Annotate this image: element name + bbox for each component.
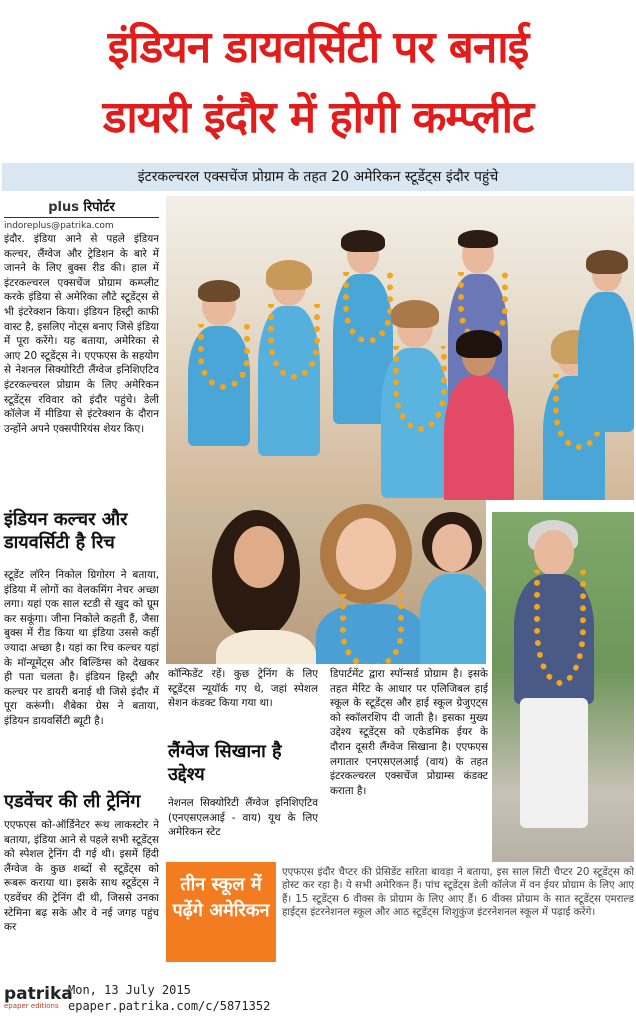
column1-subhead-2: एडवेंचर की ली ट्रेनिंग <box>4 791 141 812</box>
students-closeup-photo <box>166 500 486 664</box>
column2-subhead: लैंग्वेज सिखाना है उद्देश्य <box>168 741 282 785</box>
column2-paragraph-1: कॉन्फिडेंट रहें। कुछ ट्रेनिंग के लिए स्टूडेंट्स न्यूयॉर्क गए थे, जहां स्पेशल सेशन कंडक्ट किया गया था। <box>168 668 318 710</box>
logo-name: patrika <box>4 984 73 1004</box>
column1-paragraph-2: स्टूडेंट लॉरेन निकोल ग्रिगोरग ने बताया, इंडिया में लोगों का वेलकमिंग नेचर अच्छा लगा। यहां एक साल स्टडी से खुद को ग्रूम कर सकूंगा। जीना निकोले कहती हैं, जैसा बुक्स में रीड किया था इंडिया उससे कहीं ज्यादा अच्छा है। यहां का रिच कल्चर यहां के मॉन्यूमेंट्स और बिल्डिंग्स को देखकर ही पता चलता है। इंडियन हिस्ट्री और कल्चर पर डायरी बनाई थी जिसे इंदौर में पूरा करूंगी। शैबेका ग्रेस ने बताया, इंडियन डायवर्सिटी ब्यूटी है। <box>4 569 159 727</box>
footer-date: Mon, 13 July 2015 <box>68 983 191 997</box>
column1-paragraph-1: इंदौर. इंडिया आने से पहले इंडियन कल्चर, लैंग्वेज और ट्रेडिशन के बारे में जानने के लिए बुक्स रीड की। हाल में इंटरकल्चरल एक्सचेंज प्रोग्राम कम्प्लीट करके इंडिया से अमेरिका लौटे स्टूडेंट्स से भी इंटरेक्शन किया। इंडियन हिस्ट्री काफी वास्ट है, इसलिए नोट्स बनाए जिसे इंडिया में पूरा करेंगे। यह बताया, अमेरिका से आए 20 स्टूडेंट्स ने। एएफएस के सहयोग से नेशनल सिक्योरिटी लैंग्वेज इनिशिएटिव इंटरकल्चरल प्रोग्राम के लिए अमेरिकन स्टूडेंट्स रविवार को इंदौर पहुंचे। डेली कॉलेज में मीडिया से इंटरेक्शन के दौरान उन्होंने अपने एक्सपीरियंस शेयर किए। <box>4 233 159 435</box>
footer-info <box>68 982 270 1014</box>
subheadline-bar: इंटरकल्चरल एक्सचेंज प्रोग्राम के तहत 20 अमेरिकन स्टूडेंट्स इंदौर पहुंचे <box>2 163 634 191</box>
patrika-logo <box>4 984 73 1016</box>
infobox-text: एएफएस इंदौर चैप्टर की प्रेसिडेंट सरिता बावड़ा ने बताया, इस साल सिटी चैप्टर 20 स्टूडेंट्स को होस्ट कर रहा है। ये सभी अमेरिकन हैं। पांच स्टूडेंट्स डेली कॉलेज में वन ईयर प्रोग्राम के लिए आए हैं। 15 स्टूडेंट्स 6 वीक्स के प्रोग्राम के लिए आए हैं। 6 वीक्स प्रोग्राम के सात स्टूडेंट्स एमराल्ड हाईट्स इंटरनेशनल स्कूल और आठ स्टूडेंट्स शिशुकुंज इंटरनेशनल स्कूल में पढ़ाई करेंगे। <box>282 867 634 919</box>
footer-url: epaper.patrika.com/c/5871352 <box>68 999 271 1013</box>
byline-email: indoreplus@patrika.com <box>4 221 114 231</box>
infobox-title: तीन स्कूल में पढ़ेंगे अमेरिकन <box>166 862 276 962</box>
byline-brand: plus <box>48 200 79 215</box>
byline <box>4 197 159 231</box>
group-photo <box>166 196 634 500</box>
column2-paragraph-2: नेशनल सिक्योरिटी लैंग्वेज इनिशिएटिव (एनएसएलआई - वाय) यूथ के लिए अमेरिकन स्टेट <box>168 797 318 839</box>
column3-paragraph: डिपार्टमेंट द्वारा स्पॉन्सर्ड प्रोग्राम है। इसके तहत मेरिट के आधार पर एलिजिबल हाई स्कूल के स्टूडेंट्स और हाई स्कूल ग्रेजुएट्स को स्कॉलरशिप दी जाती है। इसका मुख्य उद्देश्य स्टूडेंट्स को एकेडमिक ईयर के दौरान दूसरी लैंग्वेज सिखाना है। एएफएस लगातार एनएसएलआई (वाय) के तहत इंटरकल्चरल एक्सचेंज प्रोग्राम्स कंडक्ट कराता है। <box>330 668 488 797</box>
headline-line-1: इंडियन डायवर्सिटी पर बनाई <box>107 22 529 73</box>
byline-reporter <box>4 197 159 218</box>
byline-role: रिपोर्टर <box>83 200 115 215</box>
headline-line-2: डायरी इंदौर में होगी कम्प्लीट <box>102 92 534 143</box>
coordinator-photo <box>492 512 634 862</box>
column1-paragraph-3: एएफएस को-ऑर्डिनेटर रूथ लाकस्टोर ने बताया, इंडिया आने से पहले सभी स्टूडेंट्स को स्पेशल ट्रेनिंग दी गई थी। इसमें हिंदी लैंग्वेज के कुछ शब्दों से स्टूडेंट्स को रूबरू कराया था। इसके साथ स्टूडेंट्स ने एडवेंचर की ट्रेनिंग दी थी, जिससे उनका स्टेमिना बढ़ सके और वे नई जगह पहुंच कर <box>4 819 159 934</box>
logo-subtitle: epaper editions <box>4 1002 59 1010</box>
column1-subhead-1: इंडियन कल्चर और डायवर्सिटी है रिच <box>4 509 128 553</box>
